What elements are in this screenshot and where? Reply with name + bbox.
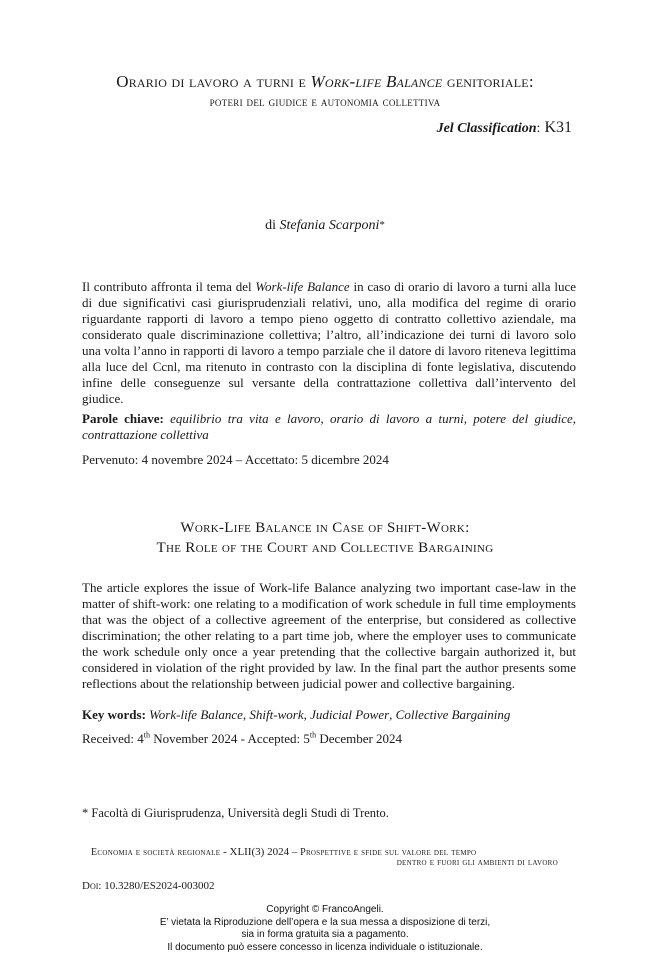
english-title-line2: The Role of the Court and Collective Bargaining	[156, 540, 494, 556]
english-keyword-3: Judicial Power	[310, 707, 390, 722]
jel-colon: :	[536, 121, 541, 136]
italian-dates: Pervenuto: 4 novembre 2024 – Accettato: 5 dicembre 2024	[82, 452, 389, 467]
english-dates-sup1: th	[143, 730, 150, 740]
author-footnote-mark: *	[379, 219, 385, 231]
italian-keywords-label: Parole chiave:	[82, 411, 164, 426]
copyright-line-1: Copyright © FrancoAngeli.	[266, 904, 384, 915]
english-dates-part2: November 2024 - Accepted: 5	[149, 731, 310, 746]
doi-label: Doi:	[82, 880, 102, 892]
english-dates-part1: Received: 4	[82, 731, 144, 746]
doi-value: 10.3280/ES2024-003002	[101, 880, 215, 892]
copyright-notice	[0, 904, 650, 954]
italian-subtitle: poteri del giudice e autonomia collettiva	[209, 94, 441, 109]
english-title-line1: Work-Life Balance in Case of Shift-Work:	[180, 520, 470, 536]
copyright-line-2: E’ vietata la Riproduzione dell’opera e la sua messa a disposizione di terzi,	[159, 916, 491, 928]
italian-abstract	[82, 279, 576, 407]
italian-keywords	[82, 411, 576, 443]
doi	[82, 880, 215, 892]
italian-title-part1: Orario di lavoro a turni e	[116, 72, 311, 91]
italian-abstract-term: Work-life Balance	[255, 279, 350, 294]
copyright-line-3: sia in forma gratuita sia a pagamento.	[241, 929, 409, 940]
journal-theme-1: Prospettive e sfide sul valore del tempo	[300, 847, 477, 858]
copyright-line-4: Il documento può essere concesso in licenza individuale o istituzionale.	[167, 941, 483, 953]
keyword-separator: ,	[303, 707, 311, 722]
italian-abstract-part2: in caso di orario di lavoro a turni alla luce di due significativi casi giurisprudenziali relativi, uno, alla modifica del regime di orario riguardante rapporti di lavoro a tempo pieno oggetto di contratto collettivo aziendale, ma considerato quale discriminazione collettiva; l’altro, all’indicazione dei turni di lavoro solo una volta l’anno in rapporti di lavoro a tempo parziale che il datore di lavoro riteneva legittima alla luce del Ccnl, ma ritenuto in contrasto con la disciplina di fonte legislativa, discutendo infine delle conseguenze sul versante della contrattazione collettiva dall’intervento del giudice.	[82, 279, 576, 406]
footnote: * Facoltà di Giurisprudenza, Università degli Studi di Trento.	[82, 806, 389, 820]
author-prefix: di	[265, 218, 280, 233]
english-keyword-1: Work-life Balance	[149, 707, 243, 722]
english-keyword-4: Collective Bargaining	[395, 707, 511, 722]
jel-classification	[437, 119, 572, 137]
keyword-separator: ,	[242, 707, 250, 722]
italian-keywords-text: equilibrio tra vita e lavoro, orario di lavoro a turni, potere del giudice, contrattazione collettiva	[82, 411, 576, 442]
author-name: Stefania Scarponi	[279, 218, 380, 233]
italian-title-part3: genitoriale:	[442, 72, 534, 91]
keyword-separator: ,	[389, 707, 396, 722]
italian-title	[0, 72, 650, 92]
english-dates-part3: December 2024	[316, 731, 403, 746]
english-keyword-2: Shift-work	[249, 707, 304, 722]
journal-issue: - XLII(3) 2024 –	[220, 846, 301, 858]
english-keywords	[82, 707, 576, 723]
english-dates	[82, 731, 576, 747]
english-dates-sup2: th	[309, 730, 317, 740]
journal-theme-2: dentro e fuori gli ambienti di lavoro	[396, 857, 558, 868]
english-keywords-label: Key words:	[82, 707, 146, 722]
jel-label: Jel Classification	[436, 121, 537, 136]
english-abstract: The article explores the issue of Work-life Balance analyzing two important case-law in the matter of shift-work: one relating to a modification of work schedule in full time employments that was the object of a collective agreement of the enterprise, but considered as collective discrimination; the other relating to a part time job, where the employer uses to communicate the work schedule only once a year pretending that the collective bargain authorized it, but considered in violation of the right provided by law. In the final part the author presents some reflections about the relationship between judicial power and collective bargaining.	[82, 580, 576, 691]
author-line	[0, 218, 650, 234]
jel-code: K31	[540, 119, 572, 136]
journal-name: Economia e società regionale	[91, 847, 221, 858]
italian-abstract-part1: Il contributo affronta il tema del	[82, 279, 256, 294]
italian-title-term: Work-life Balance	[310, 72, 443, 91]
